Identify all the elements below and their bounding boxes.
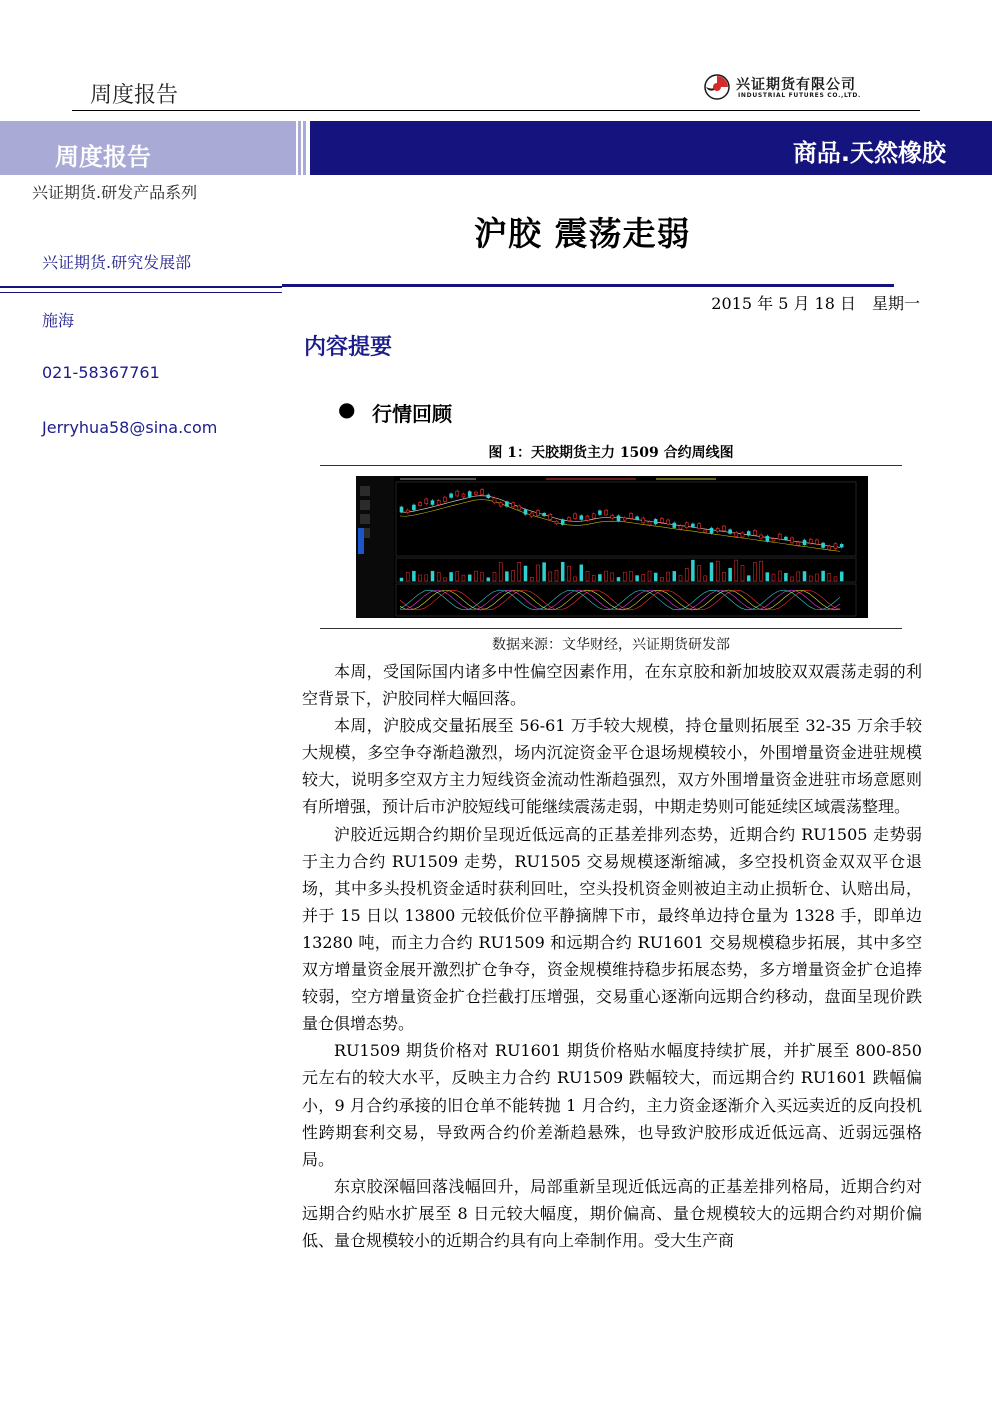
volume-bar [679, 576, 682, 581]
company-name-en: INDUSTRIAL FUTURES CO.,LTD. [738, 92, 862, 99]
candle-body [648, 522, 651, 525]
volume-bar [791, 577, 794, 581]
candle-body [580, 516, 583, 520]
candle-body [722, 526, 725, 531]
volume-bar [474, 571, 477, 581]
candle-body [555, 521, 558, 523]
volume-bar [493, 572, 496, 581]
bullet-icon: ● [338, 397, 356, 421]
candle-body [462, 494, 465, 497]
volume-bar [450, 572, 453, 581]
volume-bar [840, 572, 843, 581]
volume-bar [698, 565, 701, 581]
candle-body [406, 510, 409, 512]
volume-bar [648, 571, 651, 581]
candle-body [636, 517, 639, 520]
banner-stripe [303, 121, 306, 175]
candle-body [437, 500, 440, 504]
volume-bar [735, 560, 738, 581]
banner-right-title: 商品.天然橡胶 [792, 139, 946, 167]
volume-bar [617, 577, 620, 581]
volume-bar [561, 562, 564, 581]
volume-bar [555, 570, 558, 581]
candle-body [642, 518, 645, 523]
volume-bar [431, 571, 434, 581]
volume-bar [809, 576, 812, 581]
volume-bar [685, 568, 688, 581]
volume-bar [567, 566, 570, 581]
candle-body [456, 491, 459, 496]
volume-bar [536, 565, 539, 581]
figure-rule-bottom [320, 628, 902, 629]
candle-body [673, 523, 676, 527]
candle-body [400, 507, 403, 512]
figure-caption: 图 1：天胶期货主力 1509 合约周线图 [488, 445, 734, 461]
candle-body [784, 537, 787, 539]
candle-body [536, 511, 539, 516]
candle-body [530, 513, 533, 516]
candle-body [468, 492, 471, 497]
header-label: 周度报告 [90, 83, 179, 108]
volume-bar [481, 573, 484, 581]
candle-body [549, 514, 552, 519]
company-name-cn: 兴证期货有限公司 [736, 77, 856, 93]
author-phone: 021-58367761 [42, 363, 160, 382]
candle-body [797, 542, 800, 545]
candle-body [822, 543, 825, 547]
header-rule [72, 110, 920, 111]
figure-rule-top [320, 465, 902, 466]
banner-stripe [298, 121, 301, 175]
candle-body [629, 513, 632, 518]
volume-bar [468, 575, 471, 581]
volume-bar [518, 562, 521, 581]
volume-bar [443, 578, 446, 581]
candle-body [419, 503, 422, 506]
indicator-panel-frame [396, 584, 856, 616]
candle-body [487, 495, 490, 498]
candle-body [747, 532, 750, 536]
candle-body [623, 518, 626, 520]
section-title: 行情回顾 [372, 402, 452, 426]
volume-bar [815, 574, 818, 581]
volume-bar [580, 565, 583, 581]
candle-body [543, 513, 546, 516]
volume-bar [574, 577, 577, 581]
candle-body [518, 506, 521, 510]
volume-bar [753, 563, 756, 581]
series-label: 兴证期货.研发产品系列 [32, 183, 198, 202]
volume-bar [412, 571, 415, 581]
candle-body [505, 502, 508, 506]
volume-bar [710, 563, 713, 581]
volume-bar [716, 561, 719, 581]
volume-bar [691, 560, 694, 581]
candle-body [412, 505, 415, 510]
candle-body [741, 533, 744, 537]
volume-bar [822, 571, 825, 581]
volume-bar [505, 572, 508, 581]
candle-body [617, 516, 620, 521]
candle-body [753, 530, 756, 535]
department-name: 兴证期货.研究发展部 [42, 253, 192, 272]
volume-bar [592, 575, 595, 581]
candlestick-chart-image [356, 476, 868, 618]
body-paragraph: 东京胶深幅回落浅幅回升，局部重新呈现近低远高的正基差排列格局，近期合约对远期合约贴水扩展至 8 日元较大幅度，期价偏高、量仓规模较大的远期合约对期价偏低、量仓规模较小的近期合约具有向上牵制作用。受大生产商 [302, 1176, 922, 1250]
author-name: 施海 [42, 311, 75, 330]
body-paragraph: RU1509 期货价格对 RU1601 期货价格贴水幅度持续扩展，并扩展至 800-850 元左右的较大水平，反映主力合约 RU1509 跌幅较大，而远期合约 RU1601 跌幅偏小，9 月合约承接的旧仓单不能转抛 1 月合约，主力资金逐渐介入买远卖近的反向投机性跨期套利交易，导致两合约价差渐趋悬殊，也导致沪胶形成近低远高、近弱远强格局。 [302, 1041, 922, 1169]
body-paragraph: 本周，受国际国内诸多中性偏空因素作用，在东京胶和新加坡胶双双震荡走弱的利空背景下，沪胶同样大幅回落。 [302, 662, 922, 709]
volume-bar [636, 576, 639, 581]
candle-body [704, 530, 707, 532]
report-body [302, 658, 922, 1254]
company-logo [704, 72, 904, 104]
volume-bar [543, 563, 546, 581]
candle-body [443, 497, 446, 501]
volume-bar [834, 577, 837, 581]
volume-bar [623, 572, 626, 581]
candle-body [605, 510, 608, 515]
candle-body [598, 511, 601, 515]
candle-body [772, 539, 775, 541]
candle-body [766, 536, 769, 541]
volume-bar [605, 571, 608, 581]
volume-bar [586, 571, 589, 581]
moving-average-line [400, 500, 840, 552]
volume-bar [524, 566, 527, 581]
volume-bar [419, 575, 422, 581]
volume-bar [784, 573, 787, 581]
candle-body [425, 499, 428, 504]
volume-bar [747, 576, 750, 581]
candle-body [685, 523, 688, 528]
sidebar-rule [0, 286, 282, 288]
figure-source: 数据来源：文华财经，兴证期货研发部 [492, 637, 730, 653]
toolbar-button [360, 486, 370, 496]
volume-bar [530, 577, 533, 581]
candle-body [574, 514, 577, 519]
candle-body [828, 546, 831, 549]
volume-bar [487, 578, 490, 581]
candle-body [815, 540, 818, 544]
candle-body [592, 514, 595, 518]
volume-bar [400, 578, 403, 581]
volume-bar [406, 573, 409, 581]
candle-body [679, 526, 682, 529]
candle-body [450, 494, 453, 498]
candle-body [481, 489, 484, 494]
volume-bar [741, 566, 744, 581]
candle-body [716, 529, 719, 532]
volume-bar [673, 571, 676, 581]
volume-bar [803, 572, 806, 581]
sidebar-rule [0, 292, 282, 293]
toolbar-scrollbar [358, 528, 364, 554]
volume-bar [828, 573, 831, 581]
volume-bar [512, 570, 515, 581]
candle-body [611, 515, 614, 518]
volume-bar [425, 575, 428, 581]
volume-bar [654, 573, 657, 581]
candle-body [840, 544, 843, 547]
candle-body [698, 524, 701, 529]
volume-bar [667, 572, 670, 581]
candle-body [710, 528, 713, 533]
candle-body [524, 510, 527, 515]
candle-body [493, 498, 496, 503]
volume-bar [704, 576, 707, 581]
candle-body [834, 544, 837, 549]
volume-bar [760, 561, 763, 581]
volume-bar [499, 563, 502, 581]
volume-bar [660, 577, 663, 581]
company-logo-icon [704, 74, 730, 100]
body-paragraph: 本周，沪胶成交量拓展至 56-61 万手较大规模，持仓量则拓展至 32-35 万余手较大规模，多空争夺渐趋激烈，场内沉淀资金平仓退场规模较小，外围增量资金进驻规模较大，说明多空双方主力短线资金流动性渐趋强烈，双方外围增量资金进驻市场意愿则有所增强，预计后市沪胶短线可能继续震荡走弱，中期走势则可能延续区域震荡整理。 [302, 716, 922, 817]
candle-body [803, 540, 806, 545]
volume-bar [598, 574, 601, 581]
author-email[interactable]: Jerryhua58@sina.com [42, 418, 218, 437]
candle-body [654, 519, 657, 524]
volume-bar [462, 575, 465, 581]
body-paragraph: 沪胶近远期合约期价呈现近低远高的正基差排列态势，近期合约 RU1505 走势弱于主力合约 RU1509 走势，RU1505 交易规模逐渐缩减，多空投机资金双双平仓退场，其中多头投机资金适时获利回吐，空头投机资金则被迫主动止损斩仓、认赔出局，并于 15 日以 13800 元较低价位平静摘牌下市，最终单边持仓量为 1328 手，即单边 13280 吨，而主力合约 RU1509 和远期合约 RU1601 交易规模稳步拓展，其中多空双方增量资金展开激烈扩仓争夺，资金规模维持稳步拓展态势，多方增量资金扩仓追捧较弱，空方增量资金扩仓拦截打压增强，交易重心逐渐向远期合约移动，盘面呈现价跌量仓俱增态势。 [302, 824, 922, 1034]
volume-bar [642, 574, 645, 581]
indicator-line [400, 590, 840, 610]
candle-body [778, 534, 781, 539]
candle-body [561, 520, 564, 525]
volume-bar [772, 574, 775, 581]
volume-bar [797, 572, 800, 581]
volume-bar [729, 568, 732, 581]
candle-body [660, 518, 663, 522]
candle-body [567, 518, 570, 521]
volume-bar [778, 571, 781, 581]
report-date: 2015 年 5 月 18 日 星期一 [711, 294, 920, 313]
candle-body [760, 535, 763, 538]
candle-body [431, 501, 434, 505]
volume-bar [437, 573, 440, 581]
candle-body [809, 539, 812, 543]
candle-body [512, 503, 515, 507]
futures-chart-image [356, 476, 868, 618]
candle-body [667, 520, 670, 524]
headline-rule [282, 284, 894, 287]
banner-left-title: 周度报告 [55, 143, 151, 171]
candle-body [735, 532, 738, 536]
volume-bar [611, 573, 614, 581]
volume-bar [766, 573, 769, 581]
volume-bar [456, 571, 459, 581]
volume-bar [722, 572, 725, 581]
candle-body [586, 516, 589, 520]
candle-body [691, 524, 694, 527]
summary-title: 内容提要 [304, 335, 393, 360]
toolbar-button [360, 500, 370, 510]
candle-body [499, 503, 502, 506]
toolbar-button [360, 514, 370, 524]
report-headline: 沪胶 震荡走弱 [474, 214, 691, 253]
volume-bar [549, 572, 552, 581]
candle-body [474, 492, 477, 494]
candle-body [729, 530, 732, 534]
volume-bar [629, 571, 632, 581]
candle-body [791, 538, 794, 543]
